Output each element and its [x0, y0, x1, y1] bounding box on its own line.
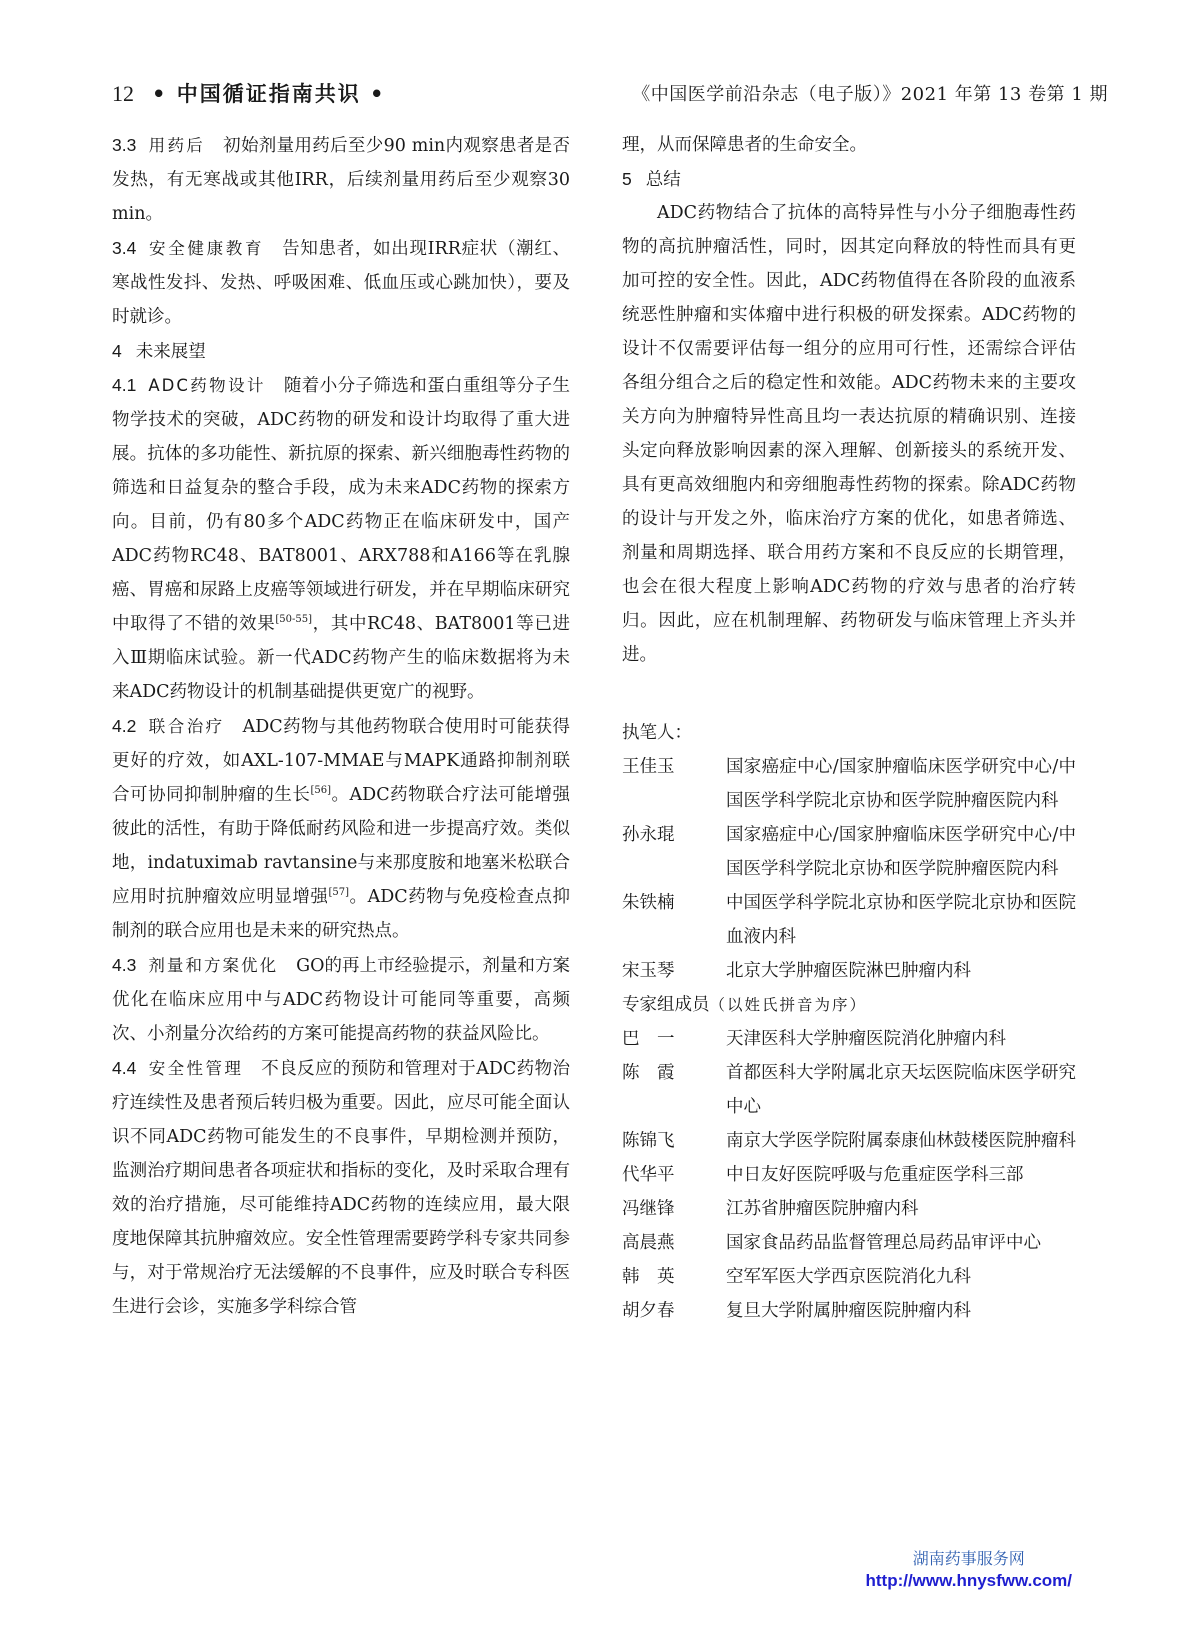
- watermark-site-name: 湖南药事服务网: [912, 1549, 1025, 1568]
- paragraph-text: 。ADC药物联合疗法可能增强彼此的活性，有助于降低耐药风险和进一步提高疗效。类似地，indatuximab ravtansine与来那度胺和地塞米松联合应用时抗肿瘤效应明显增强: [112, 785, 570, 907]
- authors-list: [622, 750, 1076, 988]
- right-column: [622, 128, 1076, 1328]
- authors-roster: [622, 716, 1076, 1328]
- watermark-url: http://www.hnysfww.com/: [865, 1571, 1072, 1590]
- person-name: 朱铁楠: [622, 893, 675, 913]
- section-number: 4: [112, 341, 122, 361]
- person-affiliation: 首都医科大学附属北京天坛医院临床医学研究中心: [726, 1063, 1076, 1117]
- person-affiliation: 天津医科大学肿瘤医院消化肿瘤内科: [726, 1029, 1006, 1049]
- person-affiliation: 南京大学医学院附属泰康仙林鼓楼医院肿瘤科: [726, 1131, 1076, 1151]
- section-number: 4.3: [112, 955, 137, 975]
- subsection-title: 联合治疗: [148, 717, 225, 736]
- summary-paragraph: ADC药物结合了抗体的高特异性与小分子细胞毒性药物的高抗肿瘤活性，同时，因其定向释放的特性而具有更加可控的安全性。因此，ADC药物值得在各阶段的血液系统恶性肿瘤和实体瘤中进行积极的研发探索。ADC药物的设计不仅需要评估每一组分的应用可行性，还需综合评估各组分组合之后的稳定性和效能。ADC药物未来的主要攻关方向为肿瘤特异性高且均一表达抗原的精确识别、连接头定向释放影响因素的深入理解、创新接头的系统开发、具有更高效细胞内和旁细胞毒性药物的探索。除ADC药物的设计与开发之外，临床治疗方案的优化，如患者筛选、剂量和周期选择、联合用药方案和不良反应的长期管理，也会在很大程度上影响ADC药物的疗效与患者的治疗转归。因此，应在机制理解、药物研发与临床管理上齐头并进。: [622, 203, 1076, 665]
- section-4-1: [112, 368, 570, 709]
- section-number: 4.1: [112, 375, 137, 395]
- roster-entry: [622, 1056, 1076, 1124]
- section-4-2: [112, 709, 570, 948]
- subsection-title: 安全性管理: [148, 1059, 244, 1078]
- person-affiliation: 江苏省肿瘤医院肿瘤内科: [726, 1199, 919, 1219]
- person-affiliation: 空军军医大学西京医院消化九科: [726, 1267, 971, 1287]
- roster-entry: [622, 750, 1076, 818]
- citation-ref: [56]: [310, 785, 331, 797]
- section-4-3: [112, 948, 570, 1051]
- section-3-3: [112, 128, 570, 231]
- section-number: 4.4: [112, 1058, 137, 1078]
- person-affiliation: 北京大学肿瘤医院淋巴肿瘤内科: [726, 961, 971, 981]
- person-name: 王佳玉: [622, 757, 675, 777]
- paragraph-text: 告知患者，如出现IRR症状（潮红、寒战性发抖、发热、呼吸困难、低血压或心跳加快），要及时就诊。: [112, 239, 571, 327]
- person-name: 冯继锋: [622, 1199, 675, 1219]
- person-name: 胡夕春: [622, 1301, 675, 1321]
- subsection-title: 用药后: [148, 136, 206, 155]
- person-name: 陈 霞: [622, 1063, 675, 1083]
- section-number: 3.3: [112, 135, 137, 155]
- section-heading: 未来展望: [135, 341, 206, 361]
- person-name: 高晨燕: [622, 1233, 675, 1253]
- roster-entry: [622, 886, 1076, 954]
- experts-title: 专家组成员: [622, 995, 710, 1015]
- citation-ref: [50-55]: [275, 614, 313, 626]
- person-name: 韩 英: [622, 1267, 675, 1287]
- person-affiliation: 国家癌症中心/国家肿瘤临床医学研究中心/中国医学科学院北京协和医学院肿瘤医院内科: [726, 757, 1076, 811]
- person-name: 陈锦飞: [622, 1131, 675, 1151]
- paragraph-text: GO的再上市经验提示，剂量和方案优化在临床应用中与ADC药物设计可能同等重要，高频次、小剂量分次给药的方案可能提高药物的获益风险比。: [112, 956, 571, 1044]
- subsection-title: ADC药物设计: [148, 376, 266, 395]
- roster-entry: [622, 954, 1076, 988]
- header-left: [112, 78, 385, 108]
- person-affiliation: 中日友好医院呼吸与危重症医学科三部: [726, 1165, 1024, 1185]
- page-header: [112, 78, 1108, 114]
- paragraph-text: 初始剂量用药后至少90 min内观察患者是否发热，有无寒战或其他IRR，后续剂量用药后至少观察30 min。: [112, 136, 570, 224]
- section-title: • 中国循证指南共识 •: [152, 82, 386, 106]
- roster-entry: [622, 1260, 1076, 1294]
- person-affiliation: 国家癌症中心/国家肿瘤临床医学研究中心/中国医学科学院北京协和医学院肿瘤医院内科: [726, 825, 1076, 879]
- roster-entry: [622, 1294, 1076, 1328]
- roster-entry: [622, 1158, 1076, 1192]
- section-4-heading: [112, 334, 570, 368]
- person-name: 代华平: [622, 1165, 675, 1185]
- paragraph-text: ADC药物与其他药物联合使用时可能获得更好的疗效，如AXL-107-MMAE与MAPK通路抑制剂联合可协同抑制肿瘤的生长: [112, 717, 571, 805]
- experts-list: [622, 1022, 1076, 1328]
- person-name: 巴 一: [622, 1029, 675, 1049]
- left-column: [112, 128, 570, 1324]
- subsection-title: 剂量和方案优化: [148, 956, 279, 975]
- citation-ref: [57]: [328, 887, 350, 899]
- experts-heading: [622, 988, 1076, 1022]
- section-number: 3.4: [112, 238, 137, 258]
- section-heading: 总结: [645, 169, 681, 189]
- page-number: 12: [112, 81, 134, 106]
- authors-title: 执笔人：: [622, 723, 692, 743]
- experts-note: （以姓氏拼音为序）: [709, 996, 868, 1014]
- person-affiliation: 中国医学科学院北京协和医学院北京协和医院血液内科: [726, 893, 1076, 947]
- site-watermark: [865, 1548, 1072, 1592]
- continuation-text: 理，从而保障患者的生命安全。: [622, 135, 867, 155]
- subsection-title: 安全健康教育: [148, 239, 265, 258]
- roster-entry: [622, 818, 1076, 886]
- paragraph-text: ，其中RC48、BAT8001等已进入Ⅲ期临床试验。新一代ADC药物产生的临床数据将为未来ADC药物设计的机制基础提供更宽广的视野。: [112, 614, 570, 702]
- person-affiliation: 复旦大学附属肿瘤医院肿瘤内科: [726, 1301, 971, 1321]
- paragraph-text: 不良反应的预防和管理对于ADC药物治疗连续性及患者预后转归极为重要。因此，应尽可能全面认识不同ADC药物可能发生的不良事件，早期检测并预防，监测治疗期间患者各项症状和指标的变化，及时采取合理有效的治疗措施，尽可能维持ADC药物的连续应用，最大限度地保障其抗肿瘤效应。安全性管理需要跨学科专家共同参与，对于常规治疗无法缓解的不良事件，应及时联合专科医生进行会诊，实施多学科综合管: [112, 1059, 571, 1317]
- person-name: 宋玉琴: [622, 961, 675, 981]
- paragraph-text: 。ADC药物与免疫检查点抑制剂的联合应用也是未来的研究热点。: [112, 887, 571, 941]
- journal-info: 《中国医学前沿杂志（电子版）》2021 年第 13 卷第 1 期: [632, 84, 1108, 105]
- person-name: 孙永琨: [622, 825, 675, 845]
- paragraph-text: 随着小分子筛选和蛋白重组等分子生物学技术的突破，ADC药物的研发和设计均取得了重大进展。抗体的多功能性、新抗原的探索、新兴细胞毒性药物的筛选和日益复杂的整合手段，成为未来ADC药物的探索方向。目前，仍有80多个ADC药物正在临床研发中，国产ADC药物RC48、BAT8001、ARX788和A166等在乳腺癌、胃癌和尿路上皮癌等领域进行研发，并在早期临床研究中取得了不错的效果: [112, 376, 571, 634]
- section-3-4: [112, 231, 570, 334]
- roster-entry: [622, 1226, 1076, 1260]
- section-4-4: [112, 1051, 570, 1324]
- section-number: 4.2: [112, 716, 137, 736]
- roster-entry: [622, 1124, 1076, 1158]
- section-number: 5: [622, 169, 632, 189]
- section-5-heading: [622, 162, 1076, 196]
- person-affiliation: 国家食品药品监督管理总局药品审评中心: [726, 1233, 1041, 1253]
- roster-entry: [622, 1022, 1076, 1056]
- roster-entry: [622, 1192, 1076, 1226]
